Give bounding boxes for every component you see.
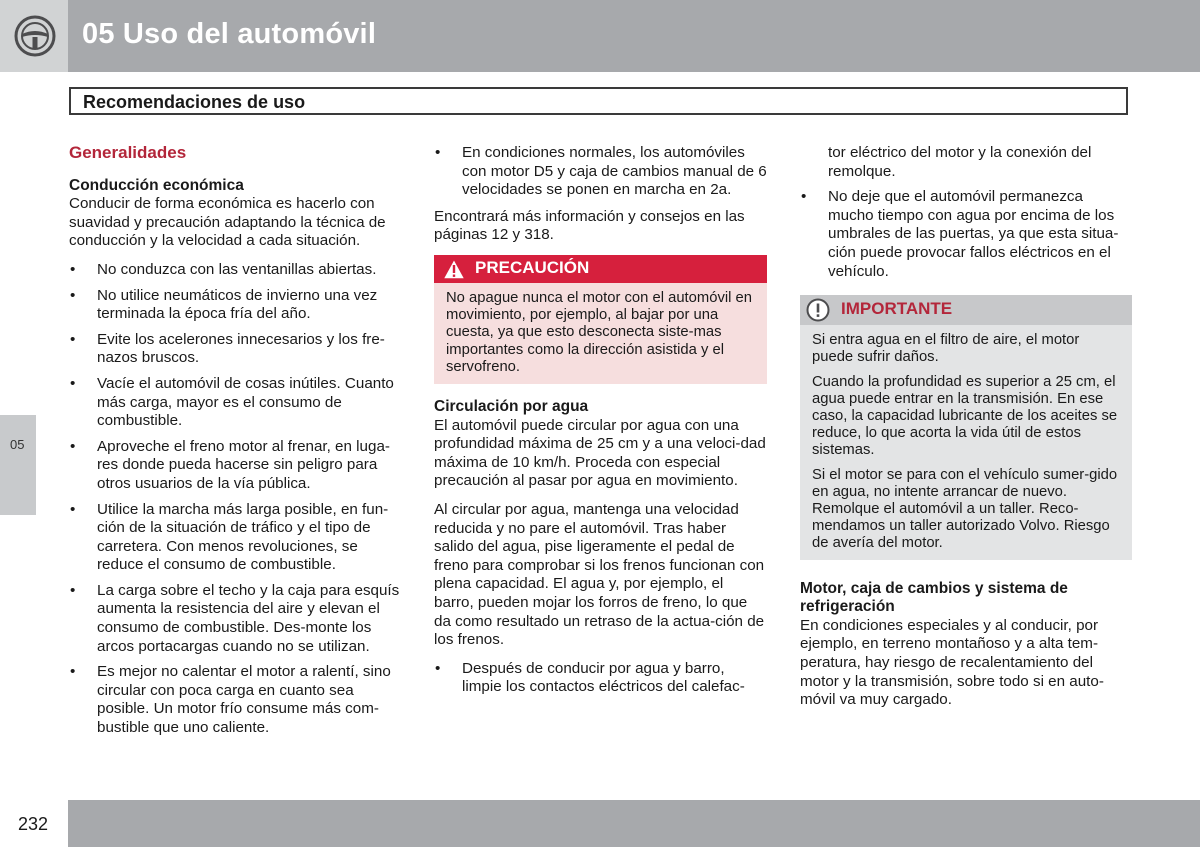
list-item: • La carga sobre el techo y la caja para esquís aumenta la resistencia del aire y elevan el consumo de combustible. Des-monte los arcos portacargas cuando no se utilizan. [70, 581, 400, 655]
warning-header [434, 255, 767, 283]
motor-paragraph: En condiciones especiales y al conducir, por ejemplo, en terreno montañoso y a alta tem-peratura, hay riesgo de recalentamiento del motor y la transmisión, sobre todo si en auto-móvil va muy cargado. [800, 616, 1104, 709]
water-list-continued [800, 144, 1132, 281]
list-item: • Utilice la marcha más larga posible, en fun-ción de la situación de tráfico y el tipo de carretera. Con menos revoluciones, se reduce el consumo de combustible. [70, 500, 389, 574]
important-paragraph: Si el motor se para con el vehículo sumer-gido en agua, no intente arrancar de nuevo. Remolque el automóvil a un taller. Reco-mendamos un taller autorizado Volvo. Riesgo de avería del motor. [812, 466, 1118, 552]
column-2 [434, 144, 767, 705]
list-item: • Evite los acelerones innecesarios y los fre-nazos bruscos. [70, 330, 385, 367]
bullet-icon: • [70, 260, 76, 278]
bullet-icon: • [70, 437, 76, 455]
important-header [800, 295, 1132, 325]
important-body [800, 325, 1132, 559]
important-paragraph: Si entra agua en el filtro de aire, el motor puede sufrir daños. [812, 332, 1080, 366]
list-item: • En condiciones normales, los automóviles con motor D5 y caja de cambios manual de 6 velocidades se ponen en marcha en 2a. [435, 144, 767, 199]
column-1 [69, 144, 404, 746]
section-header [69, 87, 1128, 115]
list-item: • Vacíe el automóvil de cosas inútiles. Cuanto más carga, mayor es el consumo de combustible. [70, 374, 394, 430]
bullet-icon: • [435, 659, 441, 677]
bullet-icon: • [70, 500, 76, 518]
heading-conduccion-economica: Conducción económica [69, 176, 244, 194]
chapter-logo [0, 0, 68, 72]
list-item: • Es mejor no calentar el motor a ralentí, sino circular con poca carga en cuanto sea posible. Un motor frío consume más com-bustible que uno caliente. [70, 663, 391, 737]
water-paragraph-2: Al circular por agua, mantenga una velocidad reducida y no pare el automóvil. Tras haber salido del agua, pise ligeramente el pedal de freno para comprobar si los frenos funcionan con plena capacidad. El agua y, por ejemplo, el barro, pueden mojar los forros de freno, lo que da como resultado un retraso de la actua-ción de los frenos. [434, 500, 765, 649]
bullet-icon: • [435, 144, 441, 161]
water-paragraph-1: El automóvil puede circular por agua con una profundidad máxima de 25 cm y a una veloci-dad máxima de 10 km/h. Proceda con especial precaución al pasar por agua en movimiento. [434, 416, 766, 490]
more-info-paragraph: Encontrará más información y consejos en las páginas 12 y 318. [434, 207, 745, 244]
important-title: IMPORTANTE [841, 299, 953, 319]
chapter-title: 05 Uso del automóvil [82, 18, 377, 50]
warning-title: PRECAUCIÓN [475, 257, 590, 277]
warning-triangle-icon [442, 258, 466, 280]
warning-text: No apague nunca el motor con el automóvil en movimiento, por ejemplo, al bajar por una cuesta, ya que esto desconecta siste-mas importantes como la dirección asistida y el servofreno. [446, 289, 752, 375]
chapter-tab-label: 05 [10, 437, 25, 452]
tips-list [69, 261, 404, 738]
list-item-continuation: tor eléctrico del motor y la conexión del remolque. [828, 144, 1092, 180]
warning-box [434, 255, 767, 384]
list-item: • Aproveche el freno motor al frenar, en luga-res donde pueda hacerse sin peligro para otros usuarios de la vía pública. [70, 437, 390, 492]
bullet-icon: • [70, 663, 76, 681]
heading-circulacion-agua: Circulación por agua [434, 397, 589, 415]
bullet-icon: • [70, 374, 76, 392]
list-item: • Después de conducir por agua y barro, limpie los contactos eléctricos del calefac- [435, 659, 745, 696]
intro-paragraph: Conducir de forma económica es hacerlo con suavidad y precaución adaptando la técnica de conducción y la velocidad a cada situación. [69, 195, 386, 250]
column-3 [800, 144, 1132, 720]
bullet-icon: • [70, 330, 76, 348]
subsection-title: Generalidades [69, 143, 187, 162]
list-item: • No utilice neumáticos de invierno una vez terminada la época fría del año. [70, 286, 378, 323]
water-list [434, 660, 767, 697]
list-item: • No deje que el automóvil permanezca mucho tiempo con agua por encima de los umbrales de las puertas, ya que esta situa-ción puede provocar fallos eléctricos en el vehículo. [801, 188, 1119, 280]
bullet-icon: • [70, 581, 76, 599]
d5-list [434, 144, 767, 200]
important-paragraph: Cuando la profundidad es superior a 25 cm, el agua puede entrar en la transmisión. En ese caso, la capacidad lubricante de los aceites se reduce, lo que acorta la vida útil de estos sistemas. [812, 373, 1118, 459]
bullet-icon: • [801, 188, 807, 206]
important-box [800, 295, 1132, 559]
heading-motor-refrigeracion: Motor, caja de cambios y sistema de refrigeración [800, 579, 1068, 616]
chapter-side-tab [0, 415, 36, 515]
page-number: 232 [18, 814, 49, 834]
footer-bar [68, 800, 1200, 847]
section-title: Recomendaciones de uso [83, 92, 306, 112]
list-item: • No conduzca con las ventanillas abiertas. [70, 260, 377, 278]
exclamation-circle-icon [806, 298, 830, 322]
steering-wheel-icon [14, 15, 56, 57]
bullet-icon: • [70, 286, 76, 304]
